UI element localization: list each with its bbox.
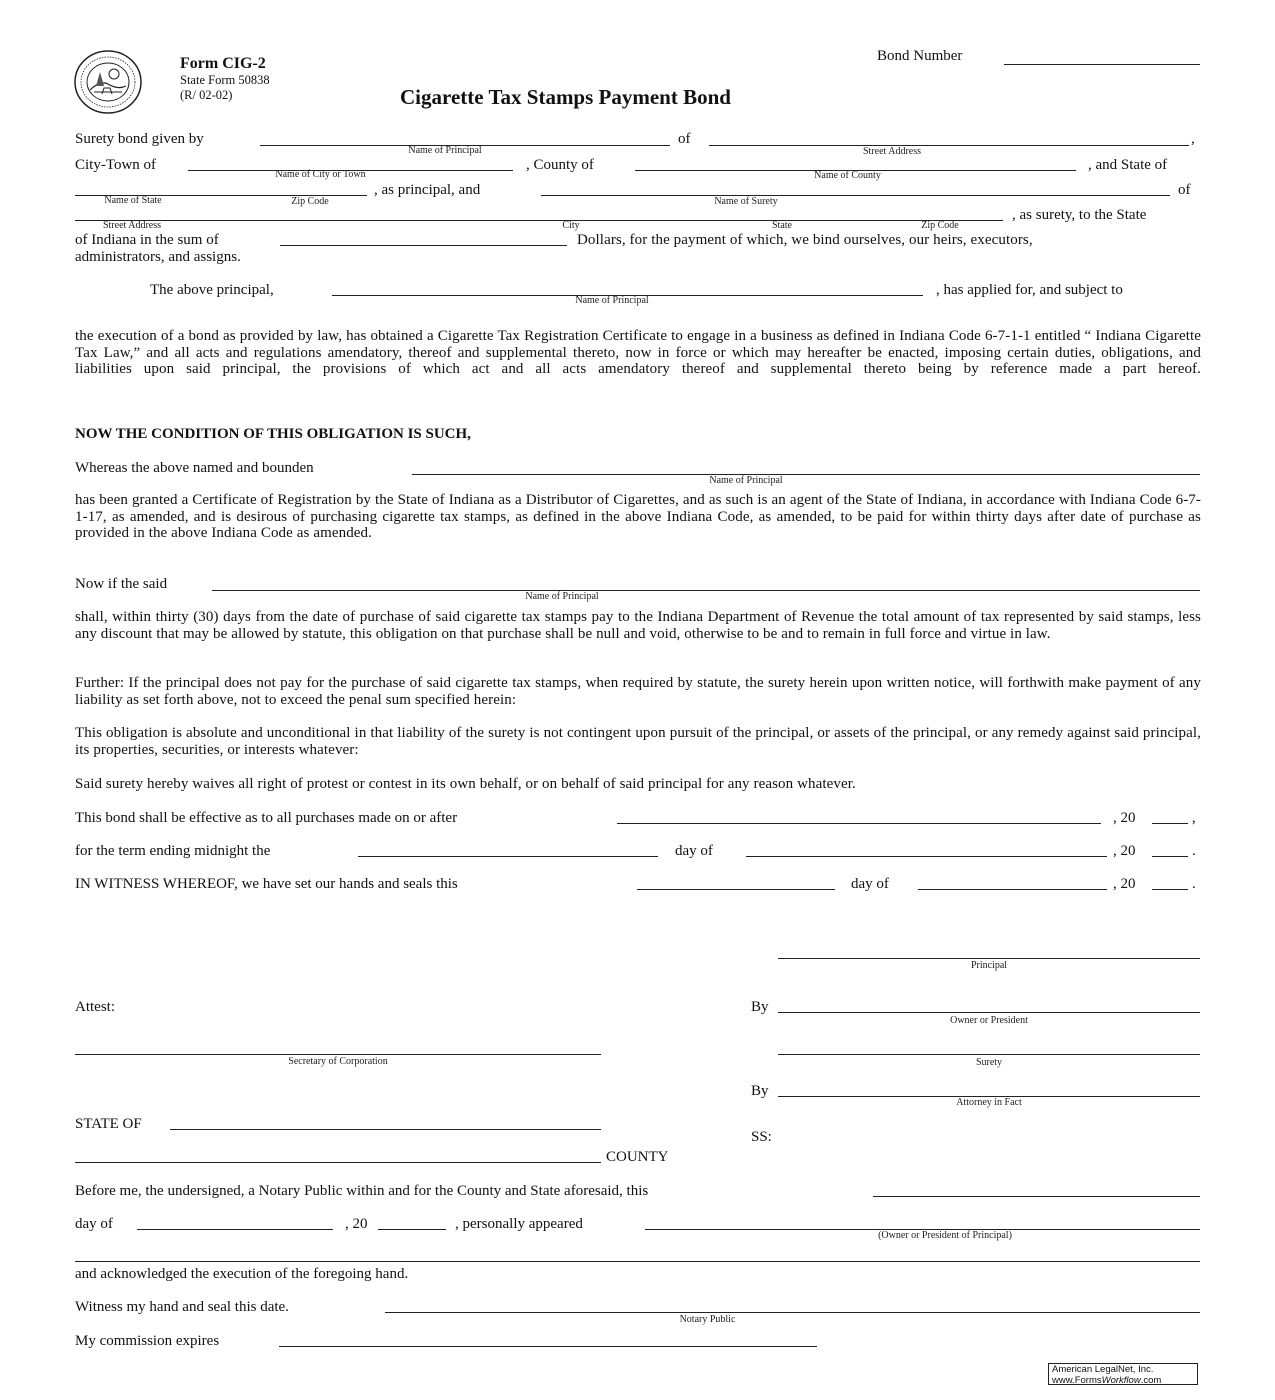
witness-comma-20: , 20: [1113, 876, 1136, 892]
city-field[interactable]: [188, 151, 513, 171]
paragraph-registration: the execution of a bond as provided by law, has obtained a Cigarette Tax Registration Certificate to engage in a business as defined in Indiana Code 6-7-1-1 entitled “ Indiana Cigarette Tax Law,” and all acts and regulations amendatory, thereof and supplemental thereto, now in force or which may hereafter be enacted, imposing certain duties, obligations, and liabilities upon said principal, the provisions of which act and all acts amendatory thereof and supplemental thereto being by reference made a part hereof.: [75, 328, 1201, 377]
term-day-of: day of: [675, 843, 713, 859]
has-applied-label: , has applied for, and subject to: [936, 282, 1123, 298]
personally-appeared-label: , personally appeared: [455, 1216, 583, 1232]
paragraph-further: Further: If the principal does not pay for the purchase of said cigarette tax stamps, when required by statute, the surety herein upon written notice, will forthwith make payment of any liability as set forth above, not to exceed the penal sum specified herein:: [75, 675, 1201, 708]
principal-street-field[interactable]: [709, 126, 1189, 146]
surety-bond-given-by-label: Surety bond given by: [75, 131, 204, 147]
caption-owner-or-president: Owner or President: [950, 1015, 1028, 1026]
commission-expires-field[interactable]: [279, 1327, 817, 1347]
dollars-text: Dollars, for the payment of which, we bind ourselves, our heirs, executors,: [577, 232, 1033, 248]
notary-county-field[interactable]: [75, 1143, 601, 1163]
county-field[interactable]: [635, 151, 1076, 171]
now-if-principal-field[interactable]: [212, 571, 1200, 591]
effective-year-field[interactable]: [1152, 804, 1188, 824]
effective-end-comma: ,: [1192, 810, 1196, 826]
caption-name-of-city: Name of City or Town: [275, 169, 366, 180]
above-principal-field[interactable]: [332, 276, 923, 296]
form-revision: (R/ 02-02): [180, 88, 233, 102]
and-state-of-label: , and State of: [1088, 157, 1168, 173]
comma-1: ,: [1191, 131, 1195, 147]
appeared-continuation-field[interactable]: [75, 1242, 1200, 1262]
publisher-credit-box: [1048, 1363, 1198, 1385]
term-month-field[interactable]: [746, 837, 1107, 857]
notary-day-of-label: day of: [75, 1216, 113, 1232]
paragraph-absolute: This obligation is absolute and unconditional in that liability of the surety is not contingent upon pursuit of the principal, or assets of the principal, or any remedy against said principal, its properties, securities, or interests whatever:: [75, 725, 1201, 758]
form-id: Form CIG-2: [180, 55, 266, 72]
caption-state: State: [772, 220, 792, 231]
principal-name-field[interactable]: [260, 126, 670, 146]
whereas-principal-field[interactable]: [412, 455, 1200, 475]
above-principal-label: The above principal,: [150, 282, 274, 298]
ss-label: SS:: [751, 1129, 772, 1145]
condition-heading: NOW THE CONDITION OF THIS OBLIGATION IS SUCH,: [75, 426, 471, 442]
by-label-1: By: [751, 999, 769, 1015]
publisher-company: American LegalNet, Inc.: [1052, 1364, 1154, 1375]
witness-day-field[interactable]: [637, 870, 835, 890]
sum-of-label: of Indiana in the sum of: [75, 232, 219, 248]
whereas-label: Whereas the above named and bounden: [75, 460, 314, 476]
principal-signature-field[interactable]: [778, 935, 1200, 959]
before-me-text: Before me, the undersigned, a Notary Public within and for the County and State aforesaid, this: [75, 1183, 649, 1199]
administrators-text: administrators, and assigns.: [75, 249, 241, 265]
term-label: for the term ending midnight the: [75, 843, 271, 859]
witness-whereof-label: IN WITNESS WHEREOF, we have set our hands and seals this: [75, 876, 458, 892]
effective-comma-20: , 20: [1113, 810, 1136, 826]
caption-attorney-in-fact: Attorney in Fact: [956, 1097, 1022, 1108]
as-principal-and-label: , as principal, and: [374, 182, 481, 198]
now-if-label: Now if the said: [75, 576, 168, 592]
caption-city: City: [562, 220, 580, 231]
as-surety-label: , as surety, to the State: [1012, 207, 1147, 223]
term-end-period: .: [1192, 843, 1196, 859]
caption-applied-principal: Name of Principal: [575, 295, 649, 306]
caption-whereas-principal: Name of Principal: [709, 475, 783, 486]
caption-now-if-principal: Name of Principal: [525, 591, 599, 602]
county-label: COUNTY: [606, 1149, 669, 1165]
state-of-label: STATE OF: [75, 1116, 142, 1132]
caption-street-address-2: Street Address: [102, 220, 162, 231]
bond-number-label: Bond Number: [877, 48, 963, 64]
paragraph-certificate: has been granted a Certificate of Registration by the State of Indiana as a Distributor of Cigarettes, and as such is an agent of the State of Indiana, in accordance with Indiana Code 6-7-1-17, as amended, and is desirous of purchasing cigarette tax stamps, as defined in the above Indiana Code, as amended, to be paid for within thirty days after date of purchase as provided in the above Indiana Code as amended.: [75, 492, 1201, 541]
secretary-signature-field[interactable]: [75, 1032, 601, 1055]
witness-year-field[interactable]: [1152, 870, 1188, 890]
caption-street-address: Street Address: [862, 146, 922, 157]
paragraph-payment: shall, within thirty (30) days from the date of purchase of said cigarette tax stamps pay to the Indiana Department of Revenue the total amount of tax represented by said stamps, less any discount that may be allowed by statute, this obligation on that purchase shall be null and void, otherwise to be and to remain in full force and virtue in law.: [75, 609, 1201, 642]
state-zip-field[interactable]: [75, 176, 367, 196]
website-suffix: .com: [1140, 1374, 1162, 1386]
website-italic: Workflow: [1101, 1374, 1141, 1386]
of-label-1: of: [678, 131, 691, 147]
state-form-number: State Form 50838: [180, 73, 270, 87]
publisher-website: [1052, 1376, 1194, 1387]
surety-name-field[interactable]: [541, 176, 1170, 196]
commission-expires-label: My commission expires: [75, 1333, 220, 1349]
by-label-2: By: [751, 1083, 769, 1099]
notary-year-field[interactable]: [378, 1210, 446, 1230]
sum-field[interactable]: [280, 226, 567, 246]
attorney-signature-field[interactable]: [778, 1074, 1200, 1097]
witness-hand-label: Witness my hand and seal this date.: [75, 1299, 289, 1315]
surety-address-field[interactable]: [75, 201, 1003, 221]
caption-zip-code-2: Zip Code: [921, 220, 959, 231]
owner-signature-field[interactable]: [778, 990, 1200, 1013]
form-title: Cigarette Tax Stamps Payment Bond: [400, 85, 731, 109]
surety-signature-field[interactable]: [778, 1032, 1200, 1055]
attest-label: Attest:: [75, 999, 115, 1015]
caption-principal: Principal: [970, 960, 1008, 971]
effective-label: This bond shall be effective as to all purchases made on or after: [75, 810, 458, 826]
witness-month-field[interactable]: [918, 870, 1107, 890]
notary-comma-20: , 20: [345, 1216, 368, 1232]
caption-notary-public: Notary Public: [679, 1314, 736, 1325]
notary-day-field[interactable]: [873, 1177, 1200, 1197]
bond-number-field[interactable]: [1004, 45, 1200, 65]
caption-name-of-principal: Name of Principal: [408, 145, 482, 156]
notary-month-field[interactable]: [137, 1210, 333, 1230]
effective-date-field[interactable]: [617, 804, 1101, 824]
state-seal-logo: [74, 50, 142, 114]
witness-end-period: .: [1192, 876, 1196, 892]
term-comma-20: , 20: [1113, 843, 1136, 859]
of-label-2: of: [1178, 182, 1191, 198]
appeared-name-field[interactable]: [645, 1210, 1200, 1230]
caption-surety: Surety: [975, 1057, 1003, 1068]
caption-name-of-county: Name of County: [814, 170, 881, 181]
notary-state-field[interactable]: [170, 1110, 601, 1130]
caption-name-of-state: Name of State: [104, 195, 162, 206]
term-day-field[interactable]: [358, 837, 658, 857]
website-prefix: www.Forms: [1052, 1374, 1102, 1386]
term-year-field[interactable]: [1152, 837, 1188, 857]
acknowledged-text: and acknowledged the execution of the foregoing hand.: [75, 1266, 409, 1282]
caption-zip-code: Zip Code: [291, 196, 329, 207]
caption-name-of-surety: Name of Surety: [714, 196, 778, 207]
notary-signature-field[interactable]: [385, 1293, 1200, 1313]
county-of-label: , County of: [526, 157, 594, 173]
city-town-of-label: City-Town of: [75, 157, 157, 173]
paragraph-waiver: Said surety hereby waives all right of protest or contest in its own behalf, or on behalf of said principal for any reason whatever.: [75, 776, 856, 792]
caption-owner-president-principal: (Owner or President of Principal): [878, 1230, 1012, 1241]
caption-secretary: Secretary of Corporation: [288, 1056, 388, 1067]
witness-day-of: day of: [851, 876, 889, 892]
